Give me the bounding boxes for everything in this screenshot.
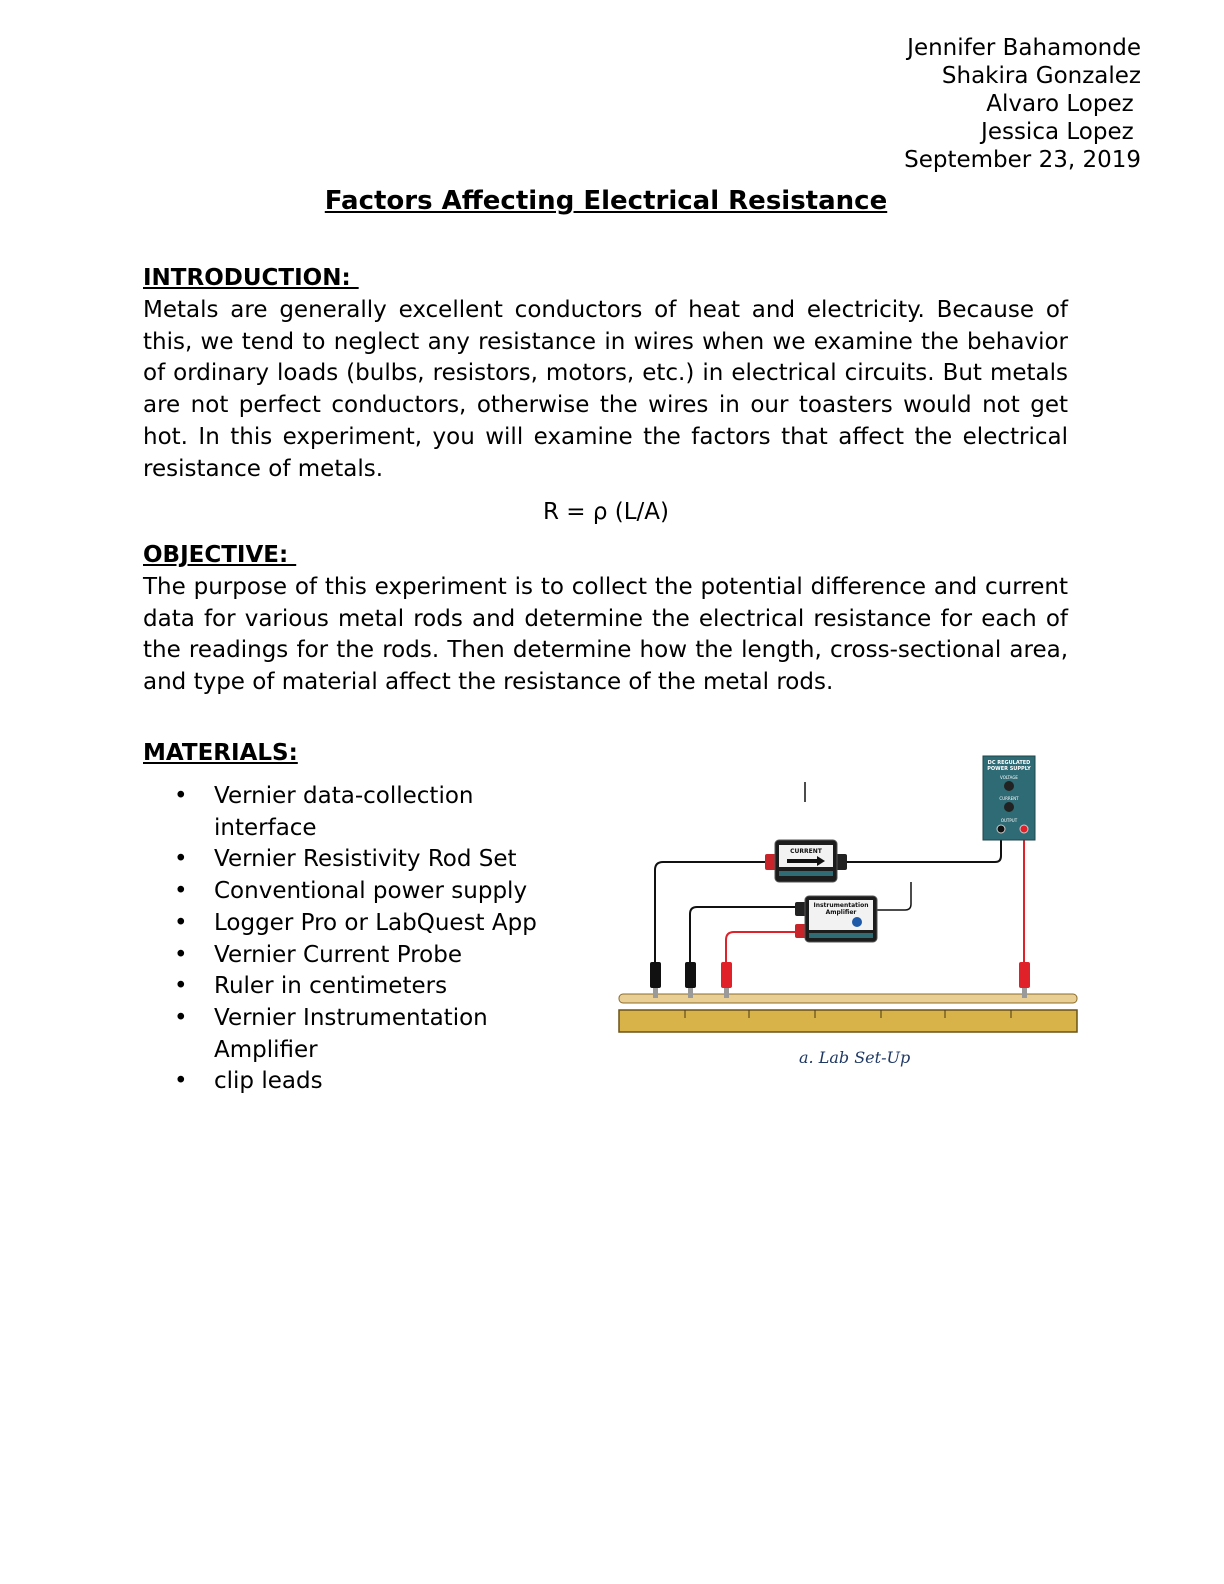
lab-setup-figure [615, 752, 1085, 1042]
introduction-text: Metals are generally excellent conductors of heat and electricity. Because of this, we tend to neglect any resistance in wires when we examine the behavior of ordinary loads (bulbs, resistors, motors, etc.) in electrical circuits. But metals are not perfect conductors, otherwise the wires in our toasters would not get hot. In this experiment, you will examine the factors that affect the electrical resistance of metals. [143, 297, 1068, 482]
supply-voltage-label: VOLTAGE [1000, 775, 1018, 780]
figure-caption: a. Lab Set-Up [799, 1048, 911, 1067]
power-supply [983, 756, 1035, 840]
list-item: • Vernier Resistivity Rod Set [143, 844, 563, 876]
amplifier-label: Instrumentation [813, 902, 869, 909]
document-date: September 23, 2019 [904, 147, 1141, 173]
supply-label: DC REGULATED [987, 760, 1031, 766]
voltage-knob-icon [1004, 781, 1014, 791]
list-item: • Ruler in centimeters [143, 971, 563, 1003]
supply-label: POWER SUPPLY [987, 766, 1031, 772]
objective-text: The purpose of this experiment is to collect the potential difference and current data for various metal rods and determine the electrical resistance for each of the readings for the rods. Then determine how the length, cross-sectional area, and type of material affect the resistance of the metal rods. [143, 574, 1068, 696]
ruler [619, 1010, 1077, 1032]
supply-output-label: OUTPUT [1000, 818, 1018, 823]
instrumentation-amplifier [795, 896, 877, 942]
black-wire [655, 862, 775, 962]
list-item: • Logger Pro or LabQuest App [143, 908, 563, 940]
amplifier-cable [877, 882, 911, 910]
metal-rod [619, 994, 1077, 1003]
materials-heading: MATERIALS: [143, 740, 298, 766]
current-probe [765, 840, 847, 882]
resistance-equation: R = ρ (L/A) [542, 499, 670, 525]
black-clip [685, 962, 696, 998]
supply-current-label: CURRENT [999, 796, 1019, 801]
current-knob-icon [1004, 802, 1014, 812]
list-item: • Vernier data-collection interface [143, 781, 563, 844]
author-name: Jessica Lopez [981, 119, 1141, 145]
document-title: Factors Affecting Electrical Resistance [324, 186, 888, 216]
black-wire [847, 828, 1001, 862]
red-terminal-icon [1020, 825, 1028, 833]
black-wire [690, 907, 805, 962]
objective-heading: OBJECTIVE: [143, 542, 297, 568]
red-clip [1019, 962, 1030, 998]
list-item: • Conventional power supply [143, 876, 563, 908]
author-name: Alvaro Lopez [986, 91, 1141, 117]
amplifier-label: Amplifier [825, 909, 857, 916]
author-name: Shakira Gonzalez [941, 63, 1141, 89]
author-name: Jennifer Bahamonde [907, 35, 1141, 61]
introduction-heading: INTRODUCTION: [143, 265, 359, 291]
list-item: • clip leads [143, 1066, 563, 1098]
materials-list [143, 781, 563, 1098]
list-item: • Vernier Current Probe [143, 940, 563, 972]
red-wire [726, 932, 805, 962]
author-block [904, 34, 1141, 174]
current-probe-label: CURRENT [790, 848, 822, 855]
gain-knob-icon [852, 917, 862, 927]
list-item: • Vernier Instrumentation Amplifier [143, 1003, 563, 1066]
red-clip [721, 962, 732, 998]
black-terminal-icon [997, 825, 1005, 833]
black-clip [650, 962, 661, 998]
